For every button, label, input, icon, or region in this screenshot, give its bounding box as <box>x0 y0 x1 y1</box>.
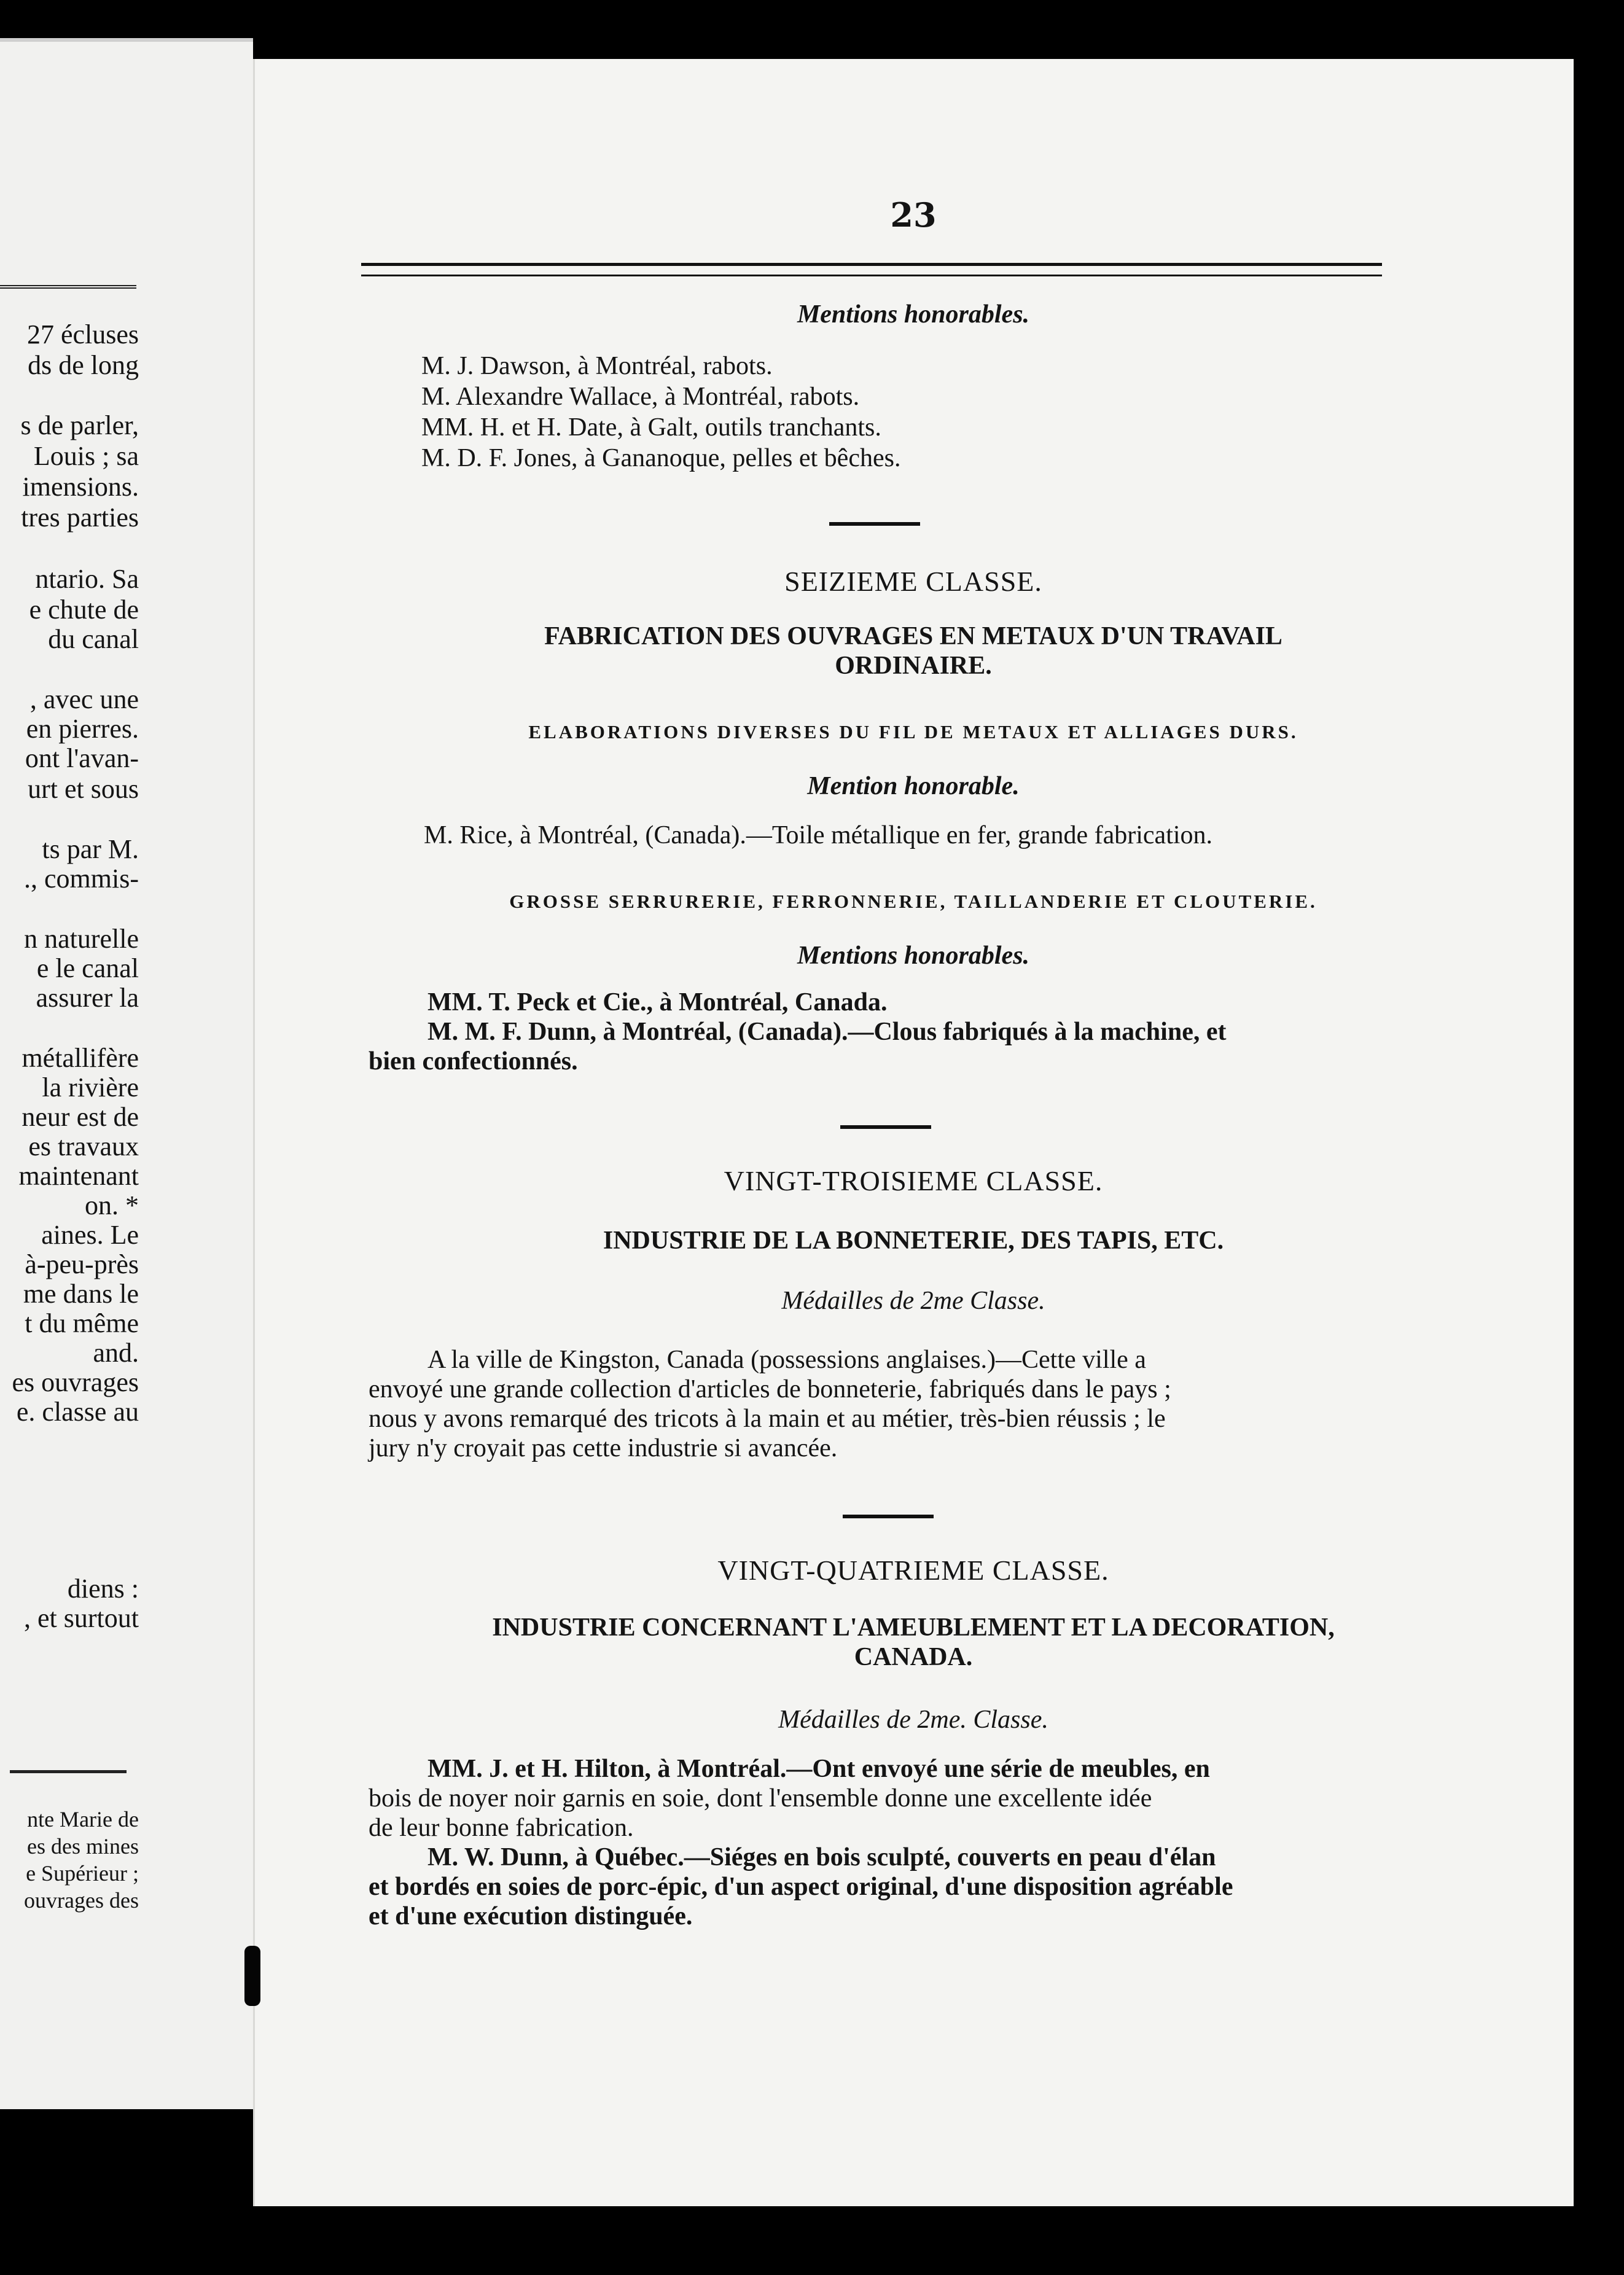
section-divider <box>840 1125 931 1129</box>
header-rule <box>361 263 1382 276</box>
paragraph-line: et d'une exécution distinguée. <box>369 1902 693 1930</box>
entry-line: M. Alexandre Wallace, à Montréal, rabots. <box>421 383 860 411</box>
paragraph-line: MM. J. et H. Hilton, à Montréal.—Ont envoyé une série de meubles, en <box>427 1755 1210 1783</box>
left-page-footnote-line: nte Marie de <box>27 1807 139 1832</box>
left-page-line: t du même <box>25 1308 139 1338</box>
paragraph-line: bois de noyer noir garnis en soie, dont l'ensemble donne une excellente idée <box>369 1784 1152 1813</box>
entry-line: MM. T. Peck et Cie., à Montréal, Canada. <box>427 988 888 1017</box>
left-page-line: tres parties <box>21 502 139 533</box>
left-page-line: , et surtout <box>24 1603 139 1633</box>
medal-heading: Médailles de 2me Classe. <box>781 1287 1045 1315</box>
class-title: VINGT-TROISIEME CLASSE. <box>724 1165 1103 1196</box>
entry-line: M. D. F. Jones, à Gananoque, pelles et bêches. <box>421 444 901 472</box>
entry-line: M. J. Dawson, à Montréal, rabots. <box>421 352 773 380</box>
left-page-line: ., commis- <box>24 864 139 894</box>
paragraph-line: A la ville de Kingston, Canada (possessions anglaises.)—Cette ville a <box>427 1346 1146 1374</box>
category-heading: ELABORATIONS DIVERSES DU FIL DE METAUX ET ALLIAGES DURS. <box>528 721 1298 743</box>
left-page-line: e chute de <box>29 595 139 625</box>
left-page-line: la rivière <box>42 1072 139 1102</box>
left-page-rule-top <box>0 285 136 289</box>
binding-mark <box>244 1946 260 2006</box>
left-page-line: aines. Le <box>41 1220 139 1250</box>
left-page-footnote-line: es des mines <box>27 1834 139 1859</box>
left-page-line: me dans le <box>23 1279 139 1309</box>
class-subtitle: INDUSTRIE CONCERNANT L'AMEUBLEMENT ET LA DECORATION, <box>492 1614 1335 1642</box>
page-number: 23 <box>890 195 937 235</box>
left-page-line: ntario. Sa <box>35 564 139 594</box>
category-heading: GROSSE SERRURERIE, FERRONNERIE, TAILLANDERIE ET CLOUTERIE. <box>509 891 1318 912</box>
paragraph <box>369 1754 1407 1843</box>
left-page-line: n naturelle <box>24 924 139 954</box>
entry-line: M. M. F. Dunn, à Montréal, (Canada).—Clous fabriqués à la machine, et <box>427 1018 1227 1046</box>
left-page-line: es travaux <box>28 1131 139 1161</box>
paragraph-line: et bordés en soies de porc-épic, d'un aspect original, d'une disposition agréable <box>369 1873 1233 1901</box>
left-page-line: métallifère <box>21 1043 139 1073</box>
left-page-line: assurer la <box>36 983 139 1013</box>
left-page-line: s de parler, <box>20 410 139 440</box>
entry-line: bien confectionnés. <box>369 1047 578 1075</box>
entry-line: M. Rice, à Montréal, (Canada).—Toile métallique en fer, grande fabrication. <box>424 821 1213 849</box>
mention-heading: Mentions honorables. <box>797 942 1030 970</box>
left-page-line: du canal <box>48 624 139 654</box>
left-page-line: and. <box>93 1338 139 1368</box>
left-page-line: ts par M. <box>42 834 139 864</box>
left-page-line: imensions. <box>22 472 139 502</box>
left-page-line: ont l'avan- <box>25 743 139 773</box>
left-page-line: neur est de <box>21 1102 139 1132</box>
left-page-rule-bottom <box>10 1770 127 1773</box>
paragraph <box>369 1345 1407 1463</box>
paragraph-line: nous y avons remarqué des tricots à la main et au métier, très-bien réussis ; le <box>369 1405 1166 1433</box>
medal-heading: Médailles de 2me. Classe. <box>778 1706 1048 1734</box>
left-page-line: e le canal <box>36 953 139 983</box>
section-divider <box>829 522 920 526</box>
left-page-line: en pierres. <box>26 714 139 744</box>
left-page-line: e. classe au <box>16 1397 139 1427</box>
mention-heading: Mention honorable. <box>807 772 1020 800</box>
left-page-line: , avec une <box>29 684 139 714</box>
class-title: VINGT-QUATRIEME CLASSE. <box>717 1555 1109 1586</box>
left-page-line: 27 écluses <box>26 319 139 349</box>
entry-line: MM. H. et H. Date, à Galt, outils tranchants. <box>421 413 881 442</box>
paragraph-line: envoyé une grande collection d'articles de bonneterie, fabriqués dans le pays ; <box>369 1375 1171 1403</box>
section-heading: Mentions honorables. <box>797 300 1030 329</box>
left-page-line: à-peu-près <box>25 1249 139 1279</box>
class-subtitle: FABRICATION DES OUVRAGES EN METAUX D'UN TRAVAIL <box>544 622 1282 650</box>
paragraph-line: jury n'y croyait pas cette industrie si avancée. <box>369 1434 838 1462</box>
class-subtitle: ORDINAIRE. <box>835 652 992 680</box>
section-divider <box>843 1515 934 1518</box>
left-page-line: diens : <box>67 1574 139 1604</box>
left-page-footnote-line: ouvrages des <box>24 1888 139 1913</box>
left-page-line: urt et sous <box>28 774 139 804</box>
document-page <box>253 59 1574 2206</box>
paragraph-line: M. W. Dunn, à Québec.—Siéges en bois sculpté, couverts en peau d'élan <box>427 1843 1216 1871</box>
class-title: SEIZIEME CLASSE. <box>784 566 1042 597</box>
paragraph <box>369 1843 1407 1931</box>
left-page-line: ds de long <box>28 350 139 380</box>
left-page-footnote-line: e Supérieur ; <box>26 1861 139 1886</box>
class-subtitle: INDUSTRIE DE LA BONNETERIE, DES TAPIS, ETC. <box>603 1227 1224 1255</box>
left-page-line: on. * <box>85 1190 139 1220</box>
left-page-line: Louis ; sa <box>33 441 139 471</box>
class-subtitle: CANADA. <box>854 1643 973 1671</box>
left-page-line: maintenant <box>18 1161 139 1191</box>
left-page-line: es ouvrages <box>12 1367 139 1397</box>
paragraph-line: de leur bonne fabrication. <box>369 1814 634 1842</box>
left-adjacent-page <box>0 38 253 2109</box>
